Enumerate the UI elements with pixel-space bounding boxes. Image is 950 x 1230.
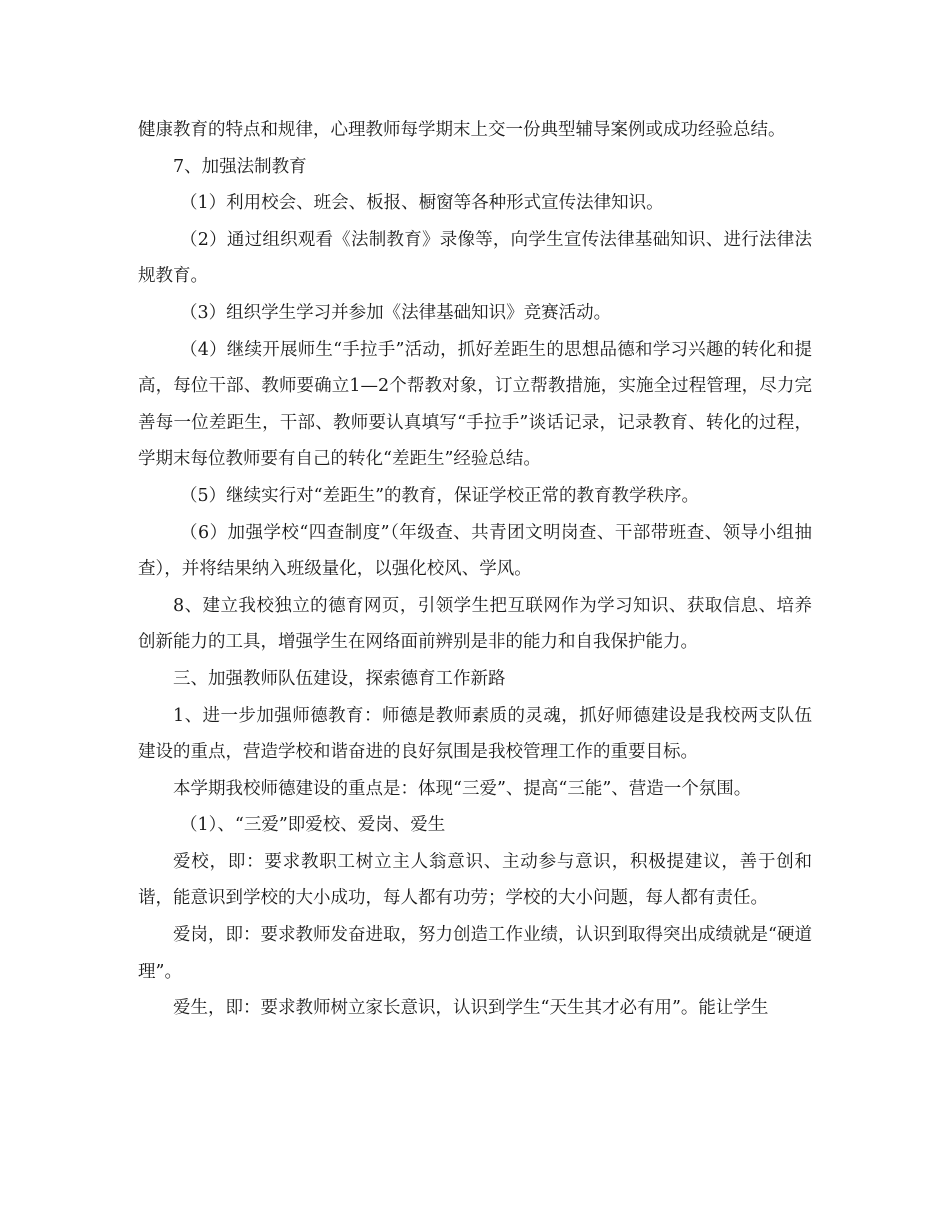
paragraph-three-loves: （1）、“三爱”即爱校、爱岗、爱生 xyxy=(180,815,446,836)
paragraph-legal-item-3: （3）组织学生学习并参加《法律基础知识》竞赛活动。 xyxy=(180,302,612,323)
paragraph-legal-item-5: （5）继续实行对“差距生”的教育，保证学校正常的教育教学秩序。 xyxy=(180,485,700,506)
paragraph-legal-item-1: （1）利用校会、班会、板报、橱窗等各种形式宣传法律知识。 xyxy=(180,193,664,214)
paragraph-legal-item-4: （4）继续开展师生“手拉手”活动，抓好差距生的思想品德和学习兴趣的转化和提高，每位干部、教师要确立1—2个帮教对象，订立帮教措施，实施全过程管理，尽力完善每一位差距生，干部、教师要认真填写“手拉手”谈话记录，记录教育、转化的过程，学期末每位教师要有自己的转化“差距生”经验总结。 xyxy=(138,339,812,470)
heading-teacher-team: 三、加强教师队伍建设，探索德育工作新路 xyxy=(173,668,506,689)
paragraph-love-job: 爱岗，即：要求教师发奋进取，努力创造工作业绩，认识到取得突出成绩就是“硬道理”。 xyxy=(138,925,812,982)
paragraph-love-students: 爱生，即：要求教师树立家长意识，认识到学生“天生其才必有用”。能让学生 xyxy=(173,998,769,1019)
paragraph-moral-webpage: 8、建立我校独立的德育网页，引领学生把互联网作为学习知识、获取信息、培养创新能力的工具，增强学生在网络面前辨别是非的能力和自我保护能力。 xyxy=(138,595,812,653)
paragraph-ethics-focus: 本学期我校师德建设的重点是：体现“三爱”、提高“三能”、营造一个氛围。 xyxy=(173,778,752,799)
paragraph-love-school: 爱校，即：要求教职工树立主人翁意识、主动参与意识，积极提建议，善于创和谐，能意识到学校的大小成功，每人都有功劳；学校的大小问题，每人都有责任。 xyxy=(138,851,812,909)
paragraph-legal-item-2: （2）通过组织观看《法制教育》录像等，向学生宣传法律基础知识、进行法律法规教育。 xyxy=(138,229,812,287)
paragraph-health-education: 健康教育的特点和规律，心理教师每学期末上交一份典型辅导案例或成功经验总结。 xyxy=(138,120,786,140)
paragraph-legal-item-6: （6）加强学校“四查制度”（年级查、共青团文明岗查、干部带班查、领导小组抽查），并将结果纳入班级量化，以强化校风、学风。 xyxy=(138,522,812,580)
heading-legal-education: 7、加强法制教育 xyxy=(173,156,307,177)
document-page xyxy=(138,112,812,1027)
paragraph-teacher-ethics: 1、进一步加强师德教育：师德是教师素质的灵魂，抓好师德建设是我校两支队伍建设的重点，营造学校和谐奋进的良好氛围是我校管理工作的重要目标。 xyxy=(138,705,812,763)
